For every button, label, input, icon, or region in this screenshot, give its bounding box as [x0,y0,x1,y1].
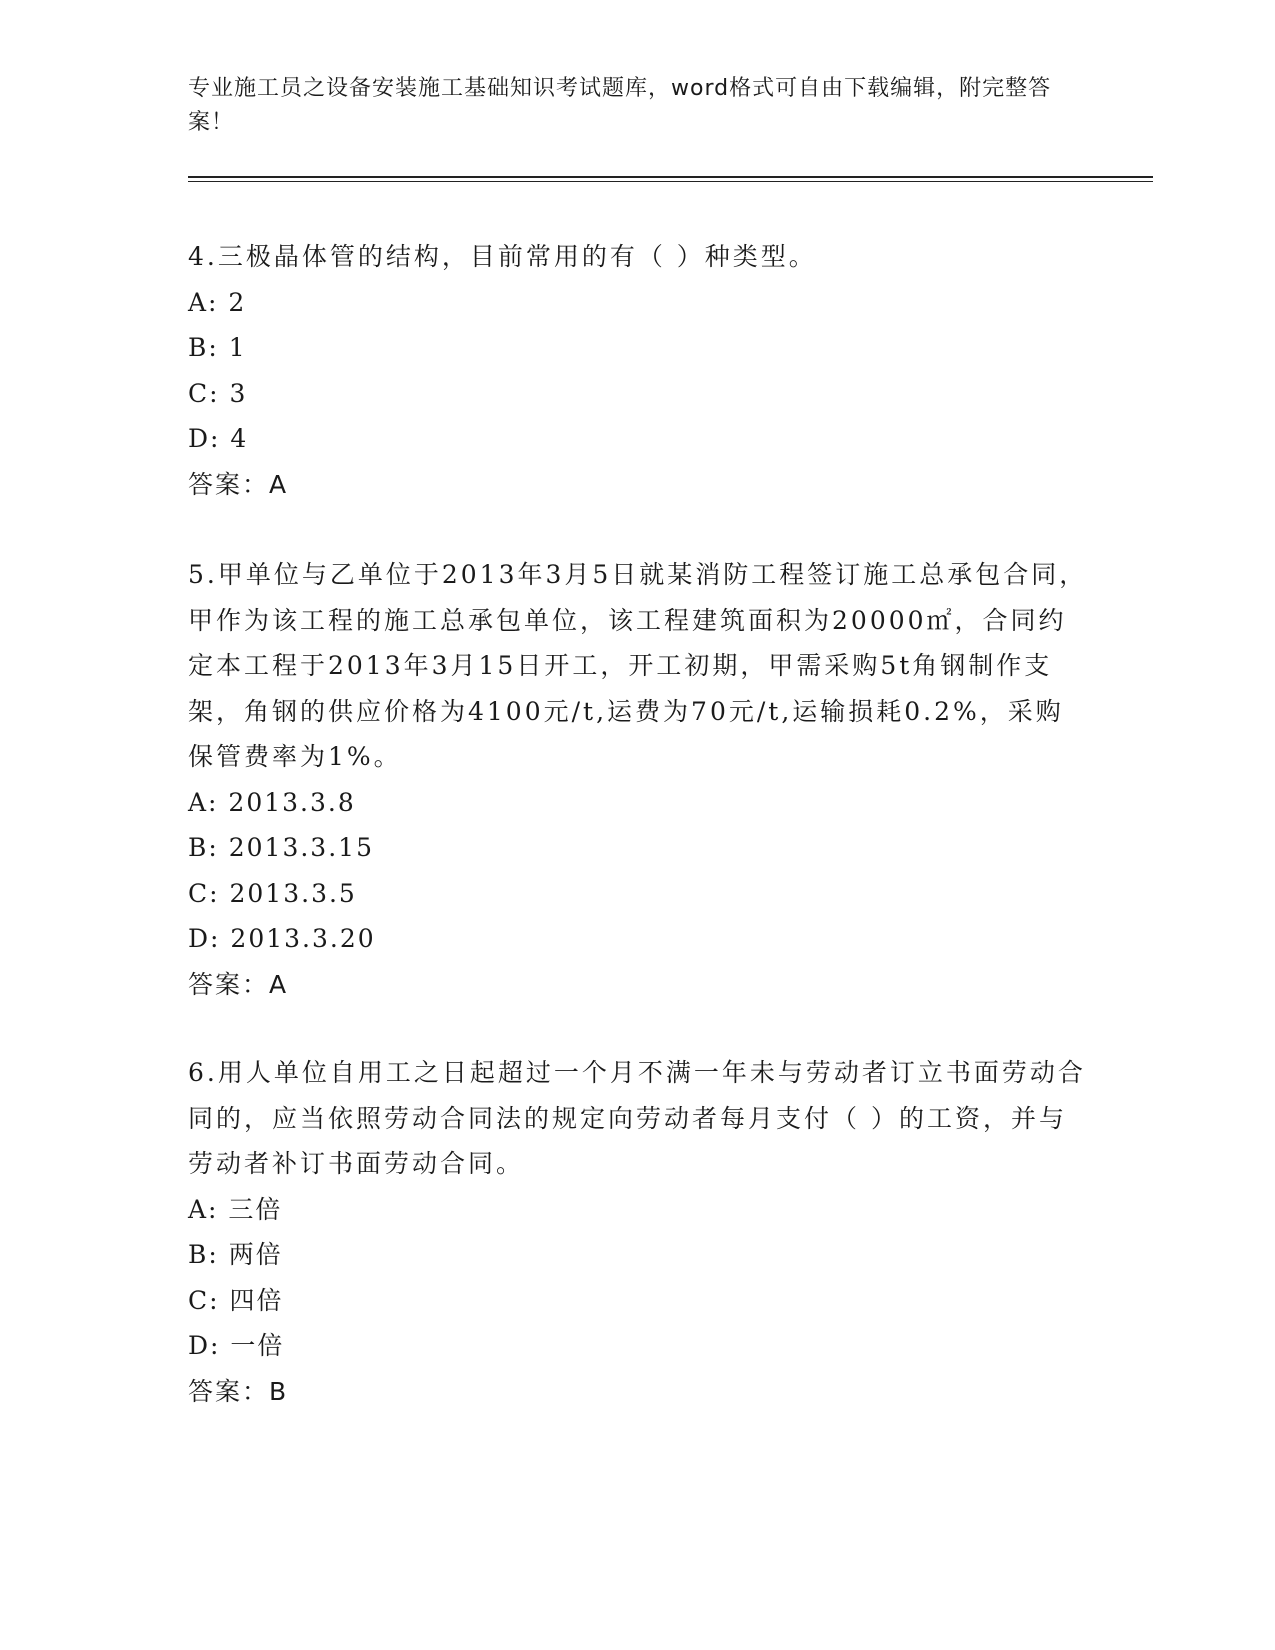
option-c: C: 2013.3.5 [188,878,357,908]
question-4 [188,234,1088,507]
document-header: 专业施工员之设备安装施工基础知识考试题库，word格式可自由下载编辑，附完整答案！ [188,76,1052,135]
option-b: B: 2013.3.15 [188,833,374,862]
option-a: A: 三倍 [188,1194,283,1224]
option-c: C: 3 [188,378,248,408]
answer-line: 答案：A [188,469,289,499]
question-stem: 5.甲单位与乙单位于2013年3月5日就某消防工程签订施工总承包合同，甲作为该工程的施工总承包单位，该工程建筑面积为20000㎡，合同约定本工程于2013年3月15日开工，开工初期，甲需采购5t角钢制作支架，角钢的供应价格为4100元/t,运费为70元/t,运输损耗0.2%，采购保管费率为1%。 [188,560,1088,771]
header-divider-thin [188,181,1153,182]
question-6 [188,1050,1088,1414]
question-stem: 6.用人单位自用工之日起超过一个月不满一年未与劳动者订立书面劳动合同的，应当依照劳动合同法的规定向劳动者每月支付（ ）的工资，并与劳动者补订书面劳动合同。 [188,1058,1086,1178]
option-d: D: 一倍 [188,1331,285,1360]
option-d: D: 4 [188,424,249,453]
option-a: A: 2 [188,287,247,317]
question-stem: 4.三极晶体管的结构，目前常用的有（ ）种类型。 [188,242,817,271]
question-5 [188,552,1088,1007]
option-a: A: 2013.3.8 [188,787,356,817]
answer-line: 答案：B [188,1376,289,1406]
option-c: C: 四倍 [188,1285,284,1315]
option-d: D: 2013.3.20 [188,924,376,953]
answer-line: 答案：A [188,969,289,999]
option-b: B: 1 [188,333,247,362]
header-divider-thick [188,176,1153,178]
option-b: B: 两倍 [188,1240,283,1269]
